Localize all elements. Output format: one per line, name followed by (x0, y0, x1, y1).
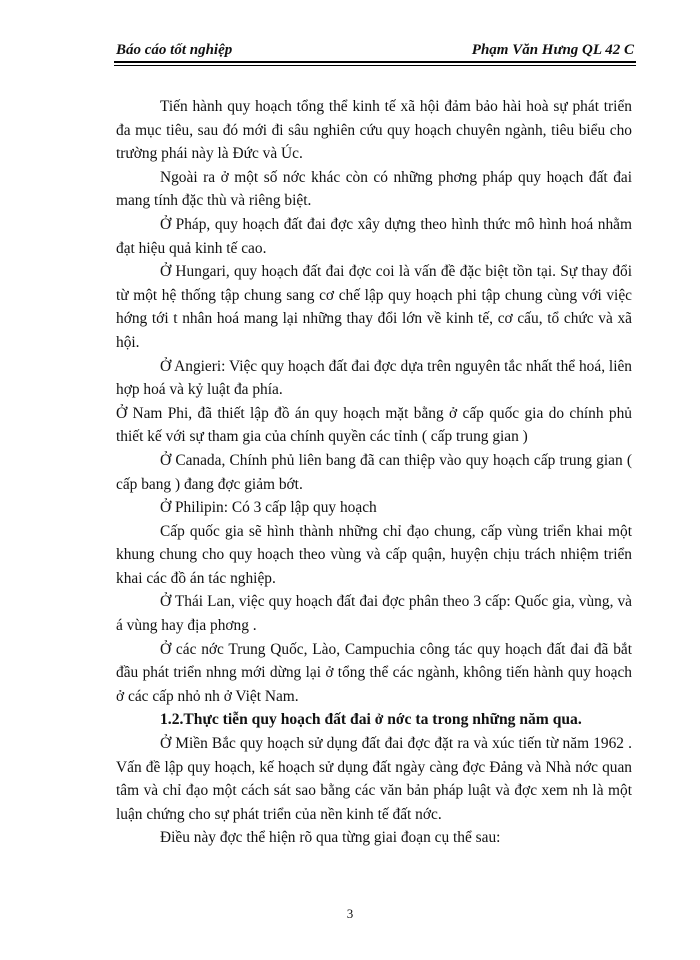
section-heading: 1.2.Thực tiễn quy hoạch đất đai ở nớc ta trong những năm qua. (160, 711, 582, 729)
body-text (116, 95, 632, 850)
header-rule-thick (114, 61, 636, 63)
paragraph: Ở Hungari, quy hoạch đất đai đợc coi là vấn đề đặc biệt tồn tại. Sự thay đổi từ một hệ thống tập chung sang cơ chế lập quy hoạch phi tập chung cùng với việc hớng tới t nhân hoá mang lại những thay đổi lớn về kinh tế, cơ cấu, tổ chức và xã hội. (116, 263, 632, 351)
paragraph: Cấp quốc gia sẽ hình thành những chỉ đạo chung, cấp vùng triển khai một khung chung cho quy hoạch theo vùng và cấp quận, huyện chịu trách nhiệm triển khai các đồ án tác nghiệp. (116, 522, 632, 587)
paragraph: Ở Philipin: Có 3 cấp lập quy hoạch (160, 499, 377, 517)
header-rule-thin (114, 65, 636, 66)
header-right-text: Phạm Văn Hưng QL 42 C (471, 42, 634, 58)
paragraph: Ngoài ra ở một số nớc khác còn có những phơng pháp quy hoạch đất đai mang tính đặc thù và riêng biệt. (116, 168, 632, 210)
paragraph: Ở Canada, Chính phủ liên bang đã can thiệp vào quy hoạch cấp trung gian ( cấp bang ) đang đợc giảm bớt. (116, 451, 632, 493)
paragraph: Ở Pháp, quy hoạch đất đai đợc xây dựng theo hình thức mô hình hoá nhằm đạt hiệu quả kinh tế cao. (116, 215, 632, 257)
paragraph: Điều này đợc thể hiện rõ qua từng giai đoạn cụ thể sau: (160, 829, 501, 847)
header-left-text: Báo cáo tốt nghiệp (116, 42, 233, 58)
paragraph: Ở Miền Bắc quy hoạch sử dụng đất đai đợc đặt ra và xúc tiến từ năm 1962 . Vấn đề lập quy hoạch, kế hoạch sử dụng đất ngày càng đợc Đảng và Nhà nớc quan tâm và chỉ đạo một cách sát sao bằng các văn bản pháp luật và đợc xem nh là một luận chứng cho sự phát triển của nền kinh tế đất nớc. (116, 735, 632, 823)
paragraph: Ở các nớc Trung Quốc, Lào, Campuchia công tác quy hoạch đất đai đã bắt đầu phát triển nhng mới dừng lại ở tổng thể các ngành, không tiến hành quy hoạch ở các cấp nhỏ nh ở Việt Nam. (116, 640, 632, 705)
page-number: 3 (346, 906, 354, 921)
paragraph: Ở Angieri: Việc quy hoạch đất đai đợc dựa trên nguyên tắc nhất thể hoá, liên hợp hoá và kỷ luật đa phía. (116, 357, 632, 399)
page-header (114, 42, 636, 66)
paragraph: Ở Nam Phi, đã thiết lập đồ án quy hoạch mặt bằng ở cấp quốc gia do chính phủ thiết kế với sự tham gia của chính quyền các tỉnh ( cấp trung gian ) (116, 404, 632, 446)
paragraph: Tiến hành quy hoạch tổng thể kinh tế xã hội đảm bảo hài hoà sự phát triển đa mục tiêu, sau đó mới đi sâu nghiên cứu quy hoạch chuyên ngành, tiêu biểu cho trường phái này là Đức và Úc. (116, 98, 632, 163)
paragraph: Ở Thái Lan, việc quy hoạch đất đai đợc phân theo 3 cấp: Quốc gia, vùng, và á vùng hay địa phơng . (116, 593, 632, 635)
